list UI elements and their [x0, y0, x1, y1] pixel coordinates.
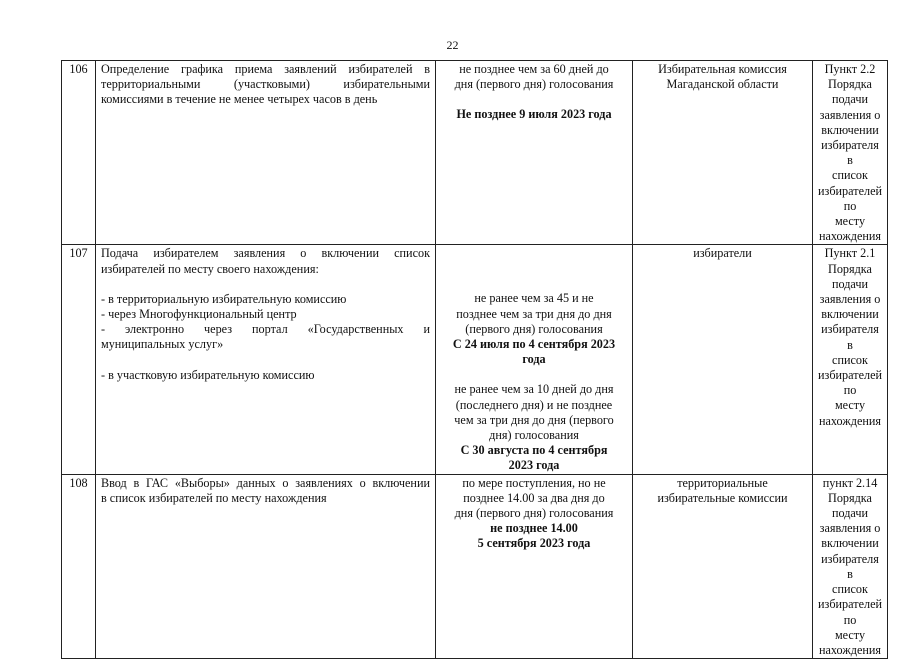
- reference-line: избирателя в: [821, 551, 879, 581]
- reference-line: подачи: [831, 92, 869, 107]
- table-row-108: [62, 474, 888, 658]
- reference-line: заявления о: [819, 521, 881, 536]
- action-item: - в участковую избирательную комиссию: [101, 367, 315, 382]
- schedule-table: [61, 60, 888, 659]
- reference-line: избирателей по: [818, 597, 882, 627]
- reference-line: список: [832, 582, 868, 597]
- action-line: Подача избирателем заявления о включении список: [101, 246, 430, 261]
- deadline-line: не позднее чем за 60 дней до: [459, 62, 609, 76]
- reference-line: избирателя в: [821, 138, 879, 168]
- deadline-date: года: [522, 352, 546, 367]
- deadline-date: С 30 августа по 4 сентября: [460, 443, 608, 458]
- reference-line: подачи: [831, 506, 869, 521]
- reference-line: заявления о: [819, 107, 881, 122]
- reference-line: месту: [834, 214, 866, 229]
- reference-line: Порядка: [828, 77, 872, 92]
- deadline-line: не ранее чем за 10 дней до дня: [454, 382, 614, 397]
- action-line: комиссиями в течение не менее четырех часов в день: [101, 92, 378, 107]
- responsible-line: территориальные: [677, 475, 768, 490]
- deadline-line: (последнего дня) и не позднее: [455, 397, 613, 412]
- reference-cell: [813, 474, 888, 658]
- deadline-line: чем за три дня до дня (первого: [454, 412, 614, 427]
- page-number: 22: [446, 38, 459, 52]
- reference-line: включении: [821, 122, 879, 137]
- deadline-date: Не позднее 9 июля 2023 года: [456, 107, 612, 122]
- reference-line: заявления о: [819, 292, 881, 307]
- action-item: - электронно через портал «Государственных и: [101, 322, 430, 337]
- reference-line: месту: [834, 398, 866, 413]
- action-line: территориальными (участковыми) избирательными: [101, 77, 430, 92]
- reference-line: подачи: [831, 276, 869, 291]
- action-item: - в территориальную избирательную комиссию: [101, 291, 347, 306]
- reference-line: включении: [821, 536, 879, 551]
- action-line: Определение графика приема заявлений избирателей в: [101, 62, 430, 76]
- responsible-cell: [633, 474, 813, 658]
- responsible-line: избирательные комиссии: [657, 490, 788, 505]
- reference-line: избирателей по: [818, 368, 882, 398]
- row-number: 108: [62, 474, 96, 658]
- reference-line: Порядка: [828, 261, 872, 276]
- reference-line: избирателей по: [818, 183, 882, 213]
- deadline-line: дня) голосования: [489, 428, 579, 443]
- row-number: 107: [62, 245, 96, 474]
- deadline-date: не позднее 14.00: [490, 521, 578, 536]
- reference-line: нахождения: [818, 642, 882, 657]
- responsible-cell: [633, 61, 813, 245]
- action-line: избирателей по месту своего нахождения:: [101, 261, 319, 276]
- row-number: 106: [62, 61, 96, 245]
- action-item: - через Многофункциональный центр: [101, 307, 297, 322]
- deadline-line: не ранее чем за 45 и не: [474, 291, 594, 306]
- reference-line: список: [832, 168, 868, 183]
- reference-cell: [813, 245, 888, 474]
- deadline-cell: [436, 245, 633, 474]
- deadline-cell: [436, 474, 633, 658]
- action-cell: [96, 61, 436, 245]
- reference-line: месту: [834, 627, 866, 642]
- deadline-date: 2023 года: [508, 458, 560, 473]
- reference-line: избирателя в: [821, 322, 879, 352]
- action-line: в список избирателей по месту нахождения: [101, 490, 327, 505]
- deadline-line: по мере поступления, но не: [462, 475, 606, 490]
- action-cell: [96, 245, 436, 474]
- reference-cell: [813, 61, 888, 245]
- reference-line: список: [832, 352, 868, 367]
- deadline-line: дня (первого дня) голосования: [454, 506, 614, 521]
- table-row-106: [62, 61, 888, 245]
- action-cell: [96, 474, 436, 658]
- reference-line: Порядка: [828, 490, 872, 505]
- deadline-line: (первого дня) голосования: [465, 321, 603, 336]
- deadline-cell: [436, 61, 633, 245]
- action-line: Ввод в ГАС «Выборы» данных о заявлениях о включении: [101, 475, 430, 490]
- deadline-line: позднее чем за три дня до дня: [456, 306, 612, 321]
- responsible-line: избиратели: [693, 246, 752, 261]
- responsible-line: Избирательная комиссия: [658, 62, 787, 76]
- reference-line: нахождения: [818, 413, 882, 428]
- responsible-cell: [633, 245, 813, 474]
- responsible-line: Магаданской области: [666, 77, 779, 92]
- reference-line: пункт 2.14: [822, 475, 878, 490]
- deadline-date: 5 сентября 2023 года: [477, 536, 591, 551]
- table-row-107: [62, 245, 888, 474]
- action-item: муниципальных услуг»: [101, 337, 224, 352]
- reference-line: Пункт 2.2: [824, 62, 876, 76]
- deadline-line: позднее 14.00 за два дня до: [463, 490, 605, 505]
- reference-line: нахождения: [818, 229, 882, 244]
- deadline-line: дня (первого дня) голосования: [454, 77, 614, 92]
- reference-line: включении: [821, 307, 879, 322]
- deadline-date: С 24 июля по 4 сентября 2023: [452, 337, 616, 352]
- reference-line: Пункт 2.1: [824, 246, 876, 261]
